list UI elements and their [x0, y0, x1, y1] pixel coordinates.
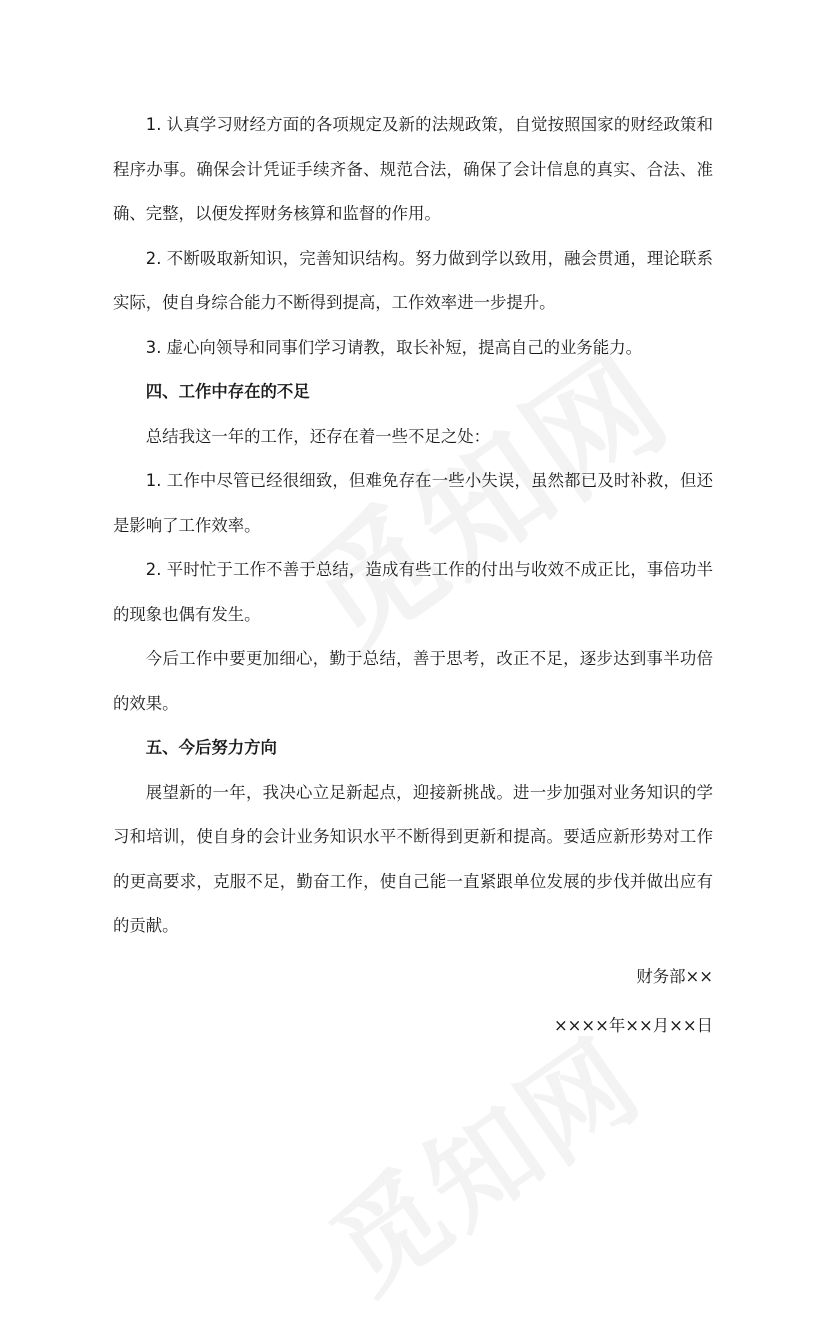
section4-item-2: 2. 平时忙于工作不善于总结，造成有些工作的付出与收效不成正比，事倍功半的现象也偶有发生。	[113, 560, 713, 624]
section5-body: 展望新的一年，我决心立足新起点，迎接新挑战。进一步加强对业务知识的学习和培训，使自身的会计业务知识水平不断得到更新和提高。要适应新形势对工作的更高要求，克服不足，勤奋工作，使自己能一直紧跟单位发展的步伐并做出应有的贡献。	[113, 782, 713, 935]
section4-item-1: 1. 工作中尽管已经很细致，但难免存在一些小失误，虽然都已及时补救，但还是影响了工作效率。	[113, 471, 713, 535]
signature-department: 财务部××	[636, 966, 713, 986]
paragraph-item-1: 1. 认真学习财经方面的各项规定及新的法规政策，自觉按照国家的财经政策和程序办事。确保会计凭证手续齐备、规范合法，确保了会计信息的真实、合法、准确、完整，以便发挥财务核算和监督的作用。	[113, 115, 713, 223]
paragraph-item-2: 2. 不断吸取新知识，完善知识结构。努力做到学以致用，融会贯通，理论联系实际，使自身综合能力不断得到提高，工作效率进一步提升。	[113, 248, 713, 312]
section4-closing: 今后工作中要更加细心，勤于总结，善于思考，改正不足，逐步达到事半功倍的效果。	[113, 649, 713, 713]
paragraph-item-3: 3. 虚心向领导和同事们学习请教，取长补短，提高自己的业务能力。	[145, 337, 642, 357]
section4-intro: 总结我这一年的工作，还存在着一些不足之处：	[145, 426, 490, 446]
signature-date: ××××年××月××日	[553, 1016, 713, 1035]
document-body	[113, 103, 713, 1049]
section-heading-4: 四、工作中存在的不足	[145, 382, 310, 401]
section-heading-5: 五、今后努力方向	[145, 738, 277, 757]
